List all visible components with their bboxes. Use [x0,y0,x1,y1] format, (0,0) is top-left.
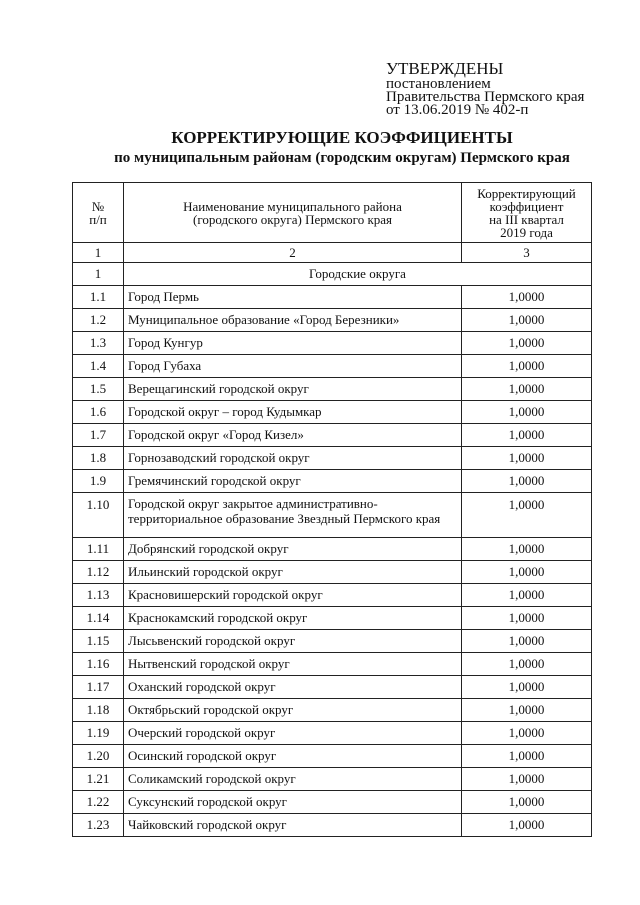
table-row [73,630,592,653]
header-coef-line-2: коэффициент [489,198,564,214]
row-coefficient: 1,0000 [462,722,592,745]
approval-line-1: постановлением [386,76,491,92]
row-number: 1.5 [73,378,124,401]
row-coefficient: 1,0000 [462,332,592,355]
row-name: Очерский городской округ [124,722,462,745]
row-name: Соликамский городской округ [124,768,462,791]
row-number: 1.7 [73,424,124,447]
table-row [73,768,592,791]
approval-stamp [386,60,584,117]
header-coef-line-3: на III квартал [489,211,564,227]
row-number: 1.23 [73,814,124,837]
row-name: Октябрьский городской округ [124,699,462,722]
row-coefficient: 1,0000 [462,630,592,653]
table-row [73,814,592,837]
document-subtitle: по муниципальным районам (городским округам) Пермского края [114,150,570,166]
table-row [73,378,592,401]
approval-line-3: от 13.06.2019 № 402-п [386,102,529,118]
row-number: 1.6 [73,401,124,424]
row-number: 1.9 [73,470,124,493]
table-row [73,561,592,584]
row-name: Добрянский городской округ [124,538,462,561]
row-coefficient: 1,0000 [462,676,592,699]
header-number-line-2: п/п [89,211,107,227]
row-name: Чайковский городской округ [124,814,462,837]
row-name: Городской округ закрытое административно-территориальное образование Звездный Пермского края [124,493,462,538]
header-number-line-1: № [91,198,105,214]
row-number: 1.4 [73,355,124,378]
header-number [73,183,124,243]
table-row [73,493,592,538]
coefficients-table [72,182,592,837]
row-coefficient: 1,0000 [462,607,592,630]
row-coefficient: 1,0000 [462,378,592,401]
row-coefficient: 1,0000 [462,309,592,332]
row-number: 1.22 [73,791,124,814]
row-coefficient: 1,0000 [462,561,592,584]
row-number: 1.17 [73,676,124,699]
row-number: 1.16 [73,653,124,676]
row-number: 1.12 [73,561,124,584]
approval-line-2: Правительства Пермского края [386,89,585,105]
table-row [73,791,592,814]
header-name [124,183,462,243]
row-number: 1.18 [73,699,124,722]
row-coefficient: 1,0000 [462,745,592,768]
section-row [73,263,592,286]
table-row [73,699,592,722]
row-name: Гремячинский городской округ [124,470,462,493]
row-name: Городской округ – город Кудымкар [124,401,462,424]
row-coefficient: 1,0000 [462,447,592,470]
row-name: Ильинский городской округ [124,561,462,584]
column-number-row [73,243,592,263]
row-coefficient: 1,0000 [462,493,592,538]
table-row [73,584,592,607]
column-number: 3 [462,243,592,263]
row-coefficient: 1,0000 [462,584,592,607]
table-row [73,607,592,630]
row-coefficient: 1,0000 [462,401,592,424]
header-name-line-1: Наименование муниципального района [183,198,402,214]
section-label: Городские округа [124,263,592,286]
header-coef-line-1: Корректирующий [477,185,576,201]
row-name: Суксунский городской округ [124,791,462,814]
row-name: Осинский городской округ [124,745,462,768]
header-name-line-2: (городского округа) Пермского края [192,211,393,227]
row-number: 1.2 [73,309,124,332]
row-number: 1.8 [73,447,124,470]
table-row [73,676,592,699]
row-name: Муниципальное образование «Город Березники» [124,309,462,332]
row-name: Город Кунгур [124,332,462,355]
table-row [73,401,592,424]
table-row [73,653,592,676]
table-row [73,470,592,493]
row-name: Город Губаха [124,355,462,378]
row-coefficient: 1,0000 [462,653,592,676]
row-name: Верещагинский городской округ [124,378,462,401]
table-row [73,332,592,355]
document-title: КОРРЕКТИРУЮЩИЕ КОЭФФИЦИЕНТЫ [171,128,513,147]
row-number: 1.11 [73,538,124,561]
header-coef-line-4: 2019 года [500,224,553,240]
row-name: Красновишерский городской округ [124,584,462,607]
table-row [73,286,592,309]
row-name: Горнозаводский городской округ [124,447,462,470]
row-name: Нытвенский городской округ [124,653,462,676]
row-number: 1.13 [73,584,124,607]
row-coefficient: 1,0000 [462,470,592,493]
row-name: Город Пермь [124,286,462,309]
row-number: 1.15 [73,630,124,653]
row-coefficient: 1,0000 [462,768,592,791]
column-number: 1 [73,243,124,263]
row-coefficient: 1,0000 [462,538,592,561]
header-coefficient [462,183,592,243]
row-number: 1.21 [73,768,124,791]
row-number: 1.1 [73,286,124,309]
row-coefficient: 1,0000 [462,814,592,837]
approval-heading: УТВЕРЖДЕНЫ [386,59,504,78]
row-number: 1.20 [73,745,124,768]
table-row [73,447,592,470]
section-number: 1 [73,263,124,286]
row-coefficient: 1,0000 [462,355,592,378]
row-coefficient: 1,0000 [462,286,592,309]
row-number: 1.10 [73,493,124,538]
row-coefficient: 1,0000 [462,424,592,447]
row-name: Оханский городской округ [124,676,462,699]
row-name: Городской округ «Город Кизел» [124,424,462,447]
table-row [73,538,592,561]
row-number: 1.14 [73,607,124,630]
row-name: Краснокамский городской округ [124,607,462,630]
table-row [73,355,592,378]
table-row [73,424,592,447]
table-row [73,309,592,332]
table-header-row [73,183,592,243]
row-coefficient: 1,0000 [462,699,592,722]
table-row [73,745,592,768]
row-coefficient: 1,0000 [462,791,592,814]
column-number: 2 [124,243,462,263]
row-number: 1.3 [73,332,124,355]
row-number: 1.19 [73,722,124,745]
row-name: Лысьвенский городской округ [124,630,462,653]
table-row [73,722,592,745]
